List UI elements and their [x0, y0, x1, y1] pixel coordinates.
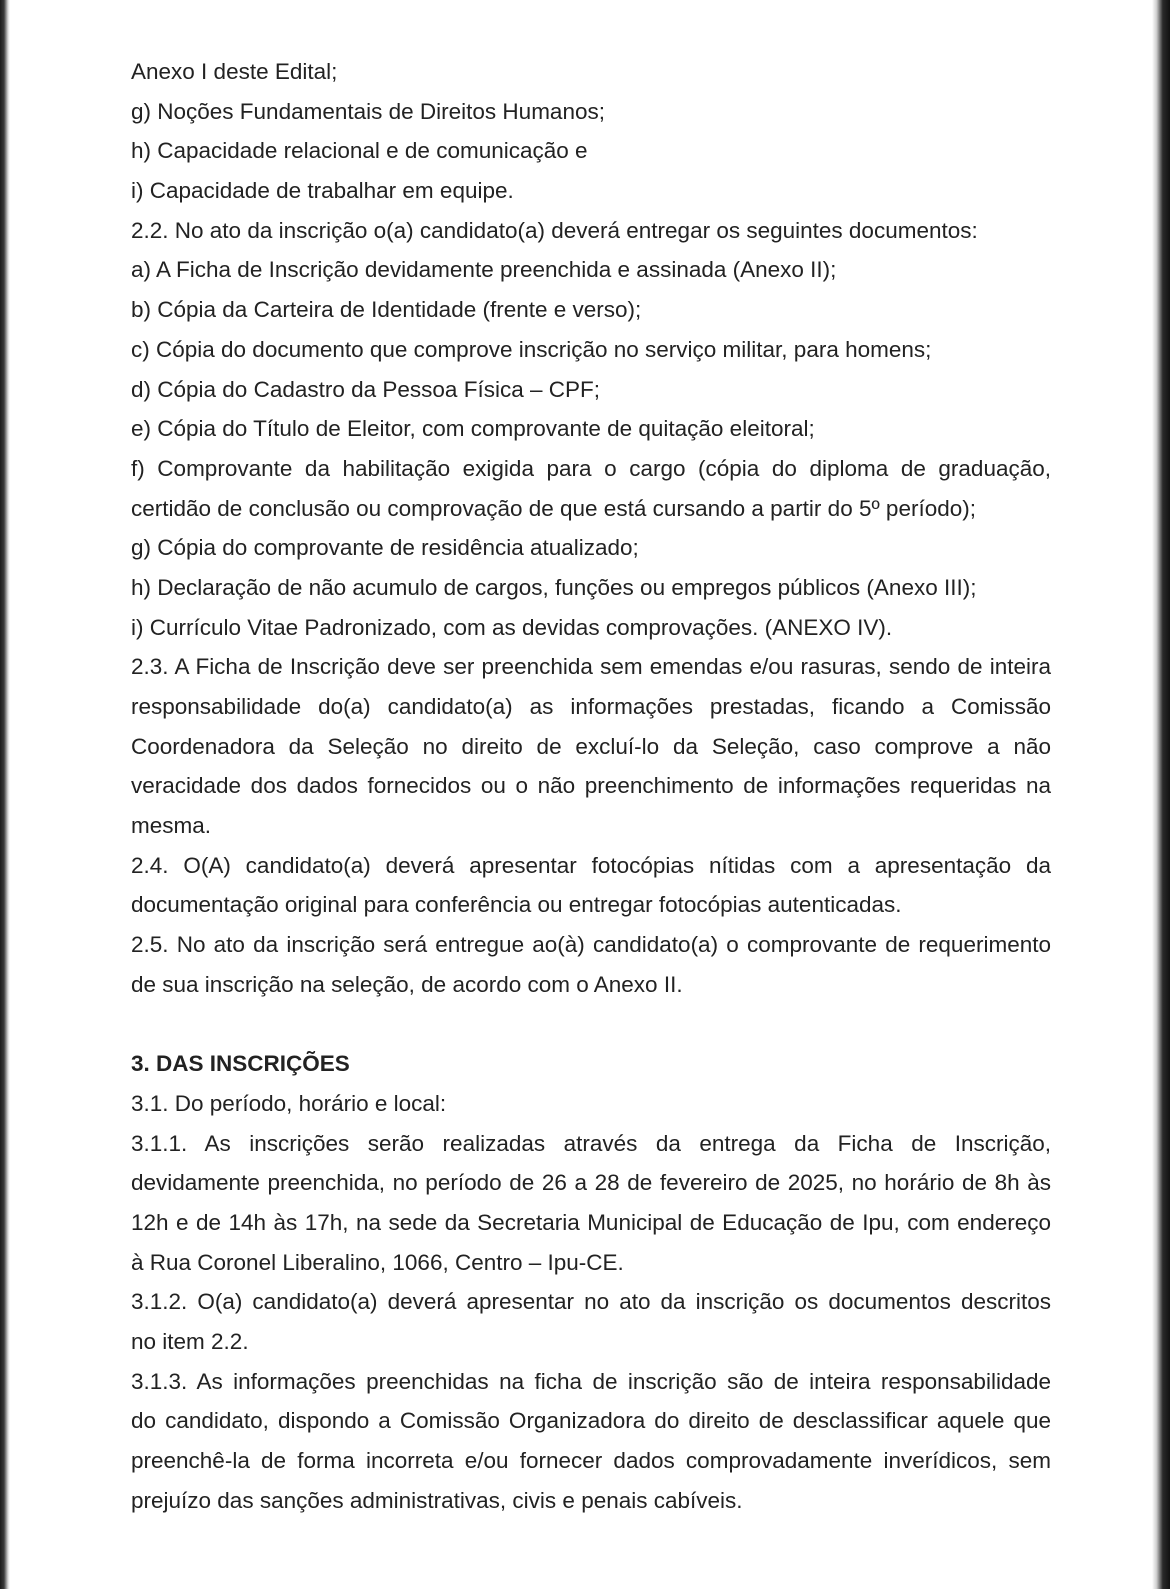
text-line: documentação original para conferência ou entregar fotocópias autenticadas. [131, 892, 902, 918]
page-left-edge [0, 0, 10, 1589]
text-line: certidão de conclusão ou comprovação de que está cursando a partir do 5º período); [131, 495, 976, 521]
section-3-text [131, 1084, 1051, 1521]
text-line: do candidato, dispondo a Comissão Organizadora do direito de desclassificar aquele que [131, 1408, 1051, 1434]
text-line: a) A Ficha de Inscrição devidamente preenchida e assinada (Anexo II); [131, 257, 837, 283]
text-line: 3.1.3. As informações preenchidas na ficha de inscrição são de inteira responsabilidade [131, 1368, 1051, 1394]
text-line: h) Declaração de não acumulo de cargos, funções ou empregos públicos (Anexo III); [131, 574, 977, 600]
text-line: 2.3. A Ficha de Inscrição deve ser preenchida sem emendas e/ou rasuras, sendo de inteira [131, 654, 1051, 680]
text-line: i) Currículo Vitae Padronizado, com as devidas comprovações. (ANEXO IV). [131, 614, 893, 640]
text-line: 2.2. No ato da inscrição o(a) candidato(a) deverá entregar os seguintes documentos: [131, 217, 978, 243]
page-right-edge [1152, 0, 1170, 1589]
text-line: 3.1.2. O(a) candidato(a) deverá apresentar no ato da inscrição os documentos descritos [131, 1289, 1051, 1315]
text-line: Coordenadora da Seleção no direito de excluí-lo da Seleção, caso comprove a não [131, 733, 1051, 759]
text-line: 2.5. No ato da inscrição será entregue ao(à) candidato(a) o comprovante de requerimento [131, 932, 1051, 958]
document-body [131, 52, 1051, 1520]
text-line: mesma. [131, 813, 212, 839]
text-line: Anexo I deste Edital; [131, 59, 338, 84]
text-line: i) Capacidade de trabalhar em equipe. [131, 178, 514, 204]
text-line: c) Cópia do documento que comprove inscrição no serviço militar, para homens; [131, 336, 932, 362]
text-line: de sua inscrição na seleção, de acordo com o Anexo II. [131, 971, 683, 997]
text-line: 3.1. Do período, horário e local: [131, 1090, 447, 1116]
text-line: g) Cópia do comprovante de residência atualizado; [131, 535, 639, 561]
text-line: no item 2.2. [131, 1329, 249, 1354]
text-line: 3.1.1. As inscrições serão realizadas através da entrega da Ficha de Inscrição, [131, 1130, 1051, 1156]
text-line: preenchê-la de forma incorreta e/ou fornecer dados comprovadamente inverídicos, sem [131, 1448, 1051, 1474]
text-line: g) Noções Fundamentais de Direitos Humanos; [131, 98, 605, 124]
section-heading: 3. DAS INSCRIÇÕES [131, 1051, 350, 1077]
section-2-text [131, 52, 1051, 1005]
text-line: veracidade dos dados fornecidos ou o não preenchimento de informações requeridas na [131, 773, 1051, 799]
text-line: responsabilidade do(a) candidato(a) as informações prestadas, ficando a Comissão [131, 694, 1051, 719]
text-line: e) Cópia do Título de Eleitor, com comprovante de quitação eleitoral; [131, 416, 815, 442]
text-line: 2.4. O(A) candidato(a) deverá apresentar fotocópias nítidas com a apresentação da [131, 852, 1051, 878]
text-line: prejuízo das sanções administrativas, civis e penais cabíveis. [131, 1487, 743, 1513]
text-line: h) Capacidade relacional e de comunicação e [131, 138, 588, 164]
section-spacer [131, 1005, 1051, 1045]
text-line: devidamente preenchida, no período de 26 a 28 de fevereiro de 2025, no horário de 8h às [131, 1170, 1051, 1196]
text-line: f) Comprovante da habilitação exigida para o cargo (cópia do diploma de graduação, [131, 455, 1051, 481]
text-line: 12h e de 14h às 17h, na sede da Secretaria Municipal de Educação de Ipu, com endereço [131, 1209, 1051, 1235]
text-line: b) Cópia da Carteira de Identidade (frente e verso); [131, 297, 642, 323]
text-line: d) Cópia do Cadastro da Pessoa Física – CPF; [131, 376, 600, 402]
text-line: à Rua Coronel Liberalino, 1066, Centro – Ipu-CE. [131, 1249, 624, 1275]
